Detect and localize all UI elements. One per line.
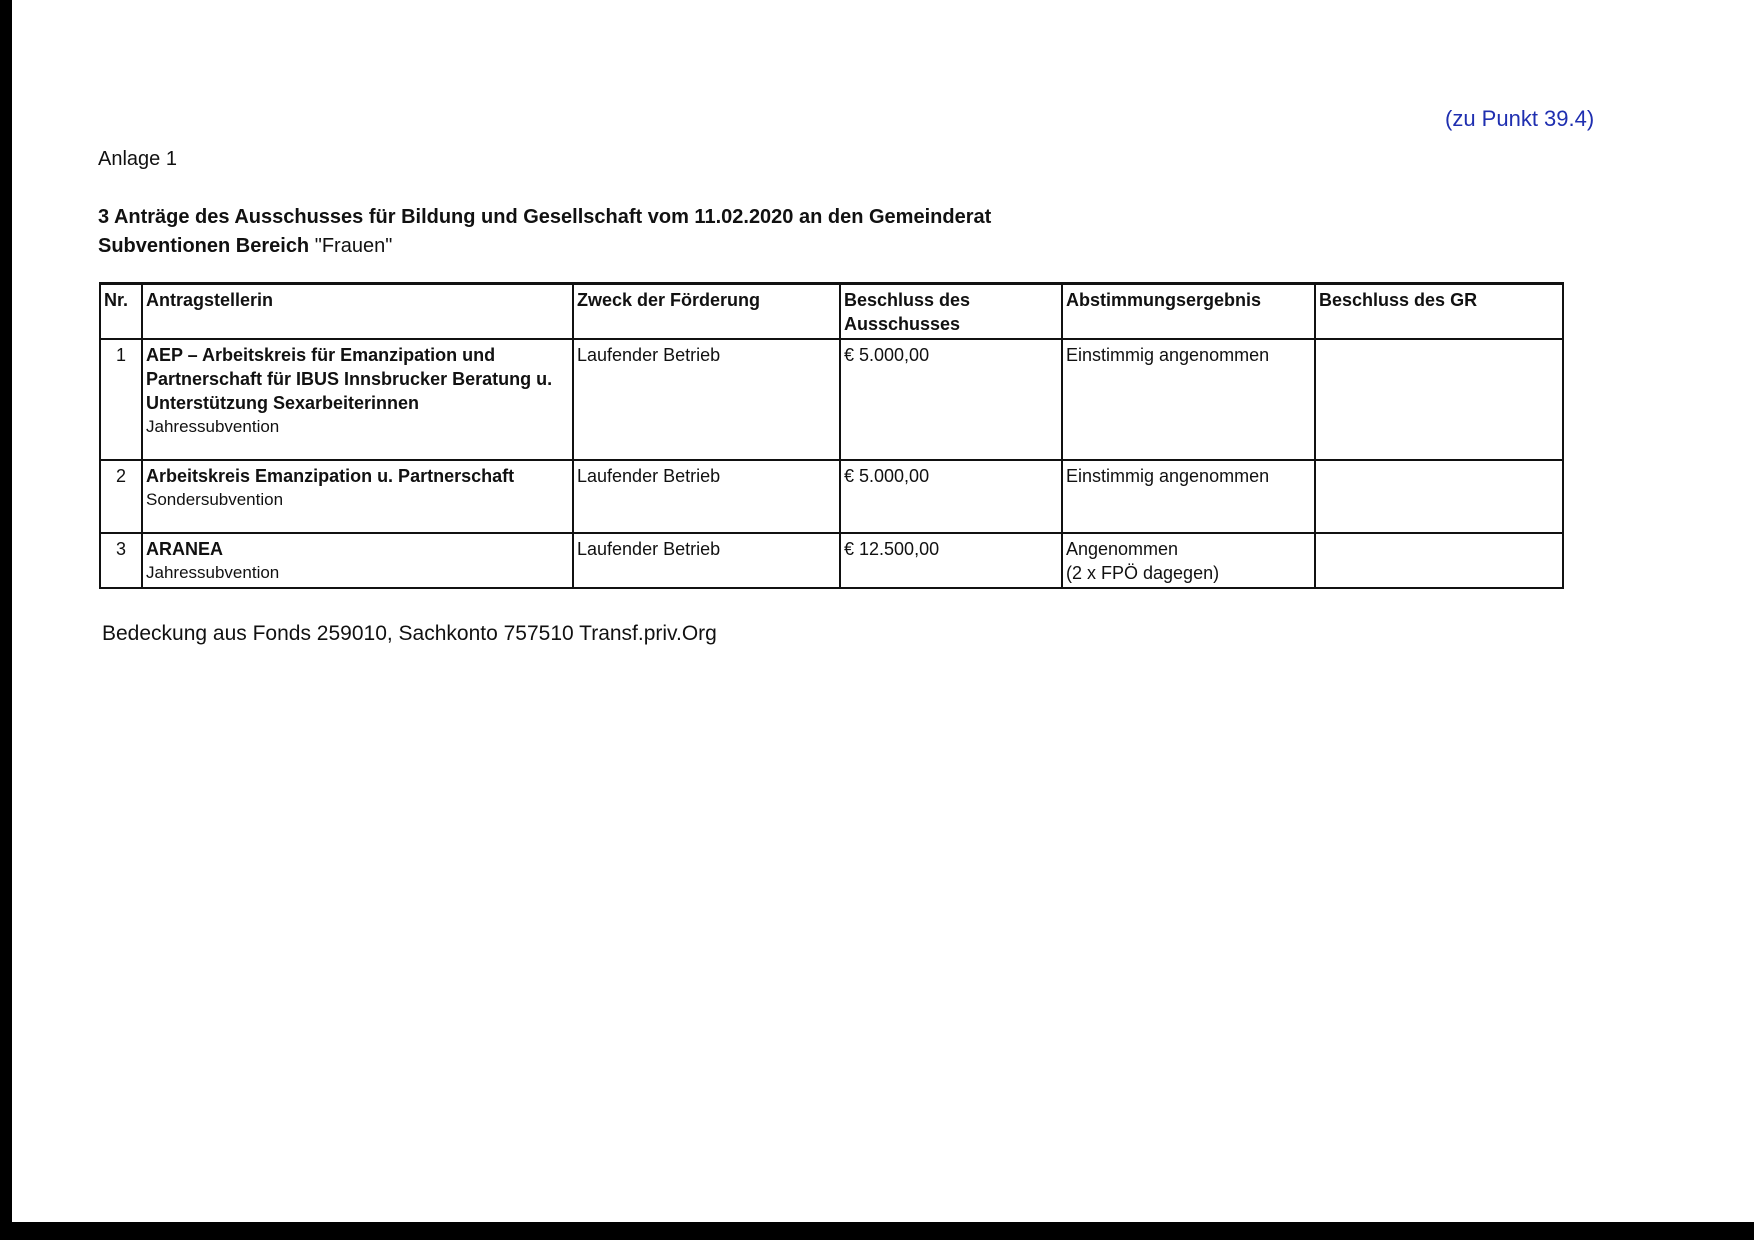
attachment-label: Anlage 1 bbox=[98, 148, 177, 170]
vote-result-line-2: (2 x FPÖ dagegen) bbox=[1066, 563, 1220, 583]
cell-amount: € 5.000,00 bbox=[840, 339, 1062, 460]
cell-vote-result bbox=[1062, 460, 1315, 533]
table-row bbox=[100, 339, 1563, 460]
table-header-row bbox=[100, 284, 1563, 340]
cell-nr: 3 bbox=[100, 533, 142, 588]
applicant-type: Jahressubvention bbox=[146, 417, 280, 436]
funding-coverage-note: Bedeckung aus Fonds 259010, Sachkonto 757510 Transf.priv.Org bbox=[102, 622, 717, 645]
subsidy-table bbox=[99, 282, 1564, 589]
document-page bbox=[12, 0, 1754, 1222]
vote-result-line-1: Angenommen bbox=[1066, 539, 1179, 559]
applicant-type: Jahressubvention bbox=[146, 563, 280, 582]
cell-purpose: Laufender Betrieb bbox=[573, 339, 840, 460]
cell-vote-result bbox=[1062, 339, 1315, 460]
cell-gr-decision bbox=[1315, 339, 1563, 460]
cell-nr: 1 bbox=[100, 339, 142, 460]
applicant-name: ARANEA bbox=[146, 539, 224, 559]
applicant-name: Arbeitskreis Emanzipation u. Partnerschaft bbox=[146, 466, 515, 486]
title-line-2-bold: Subventionen Bereich bbox=[98, 235, 315, 257]
header-applicant: Antragstellerin bbox=[142, 284, 573, 340]
cell-nr: 2 bbox=[100, 460, 142, 533]
header-nr: Nr. bbox=[100, 284, 142, 340]
reference-note: (zu Punkt 39.4) bbox=[1445, 106, 1595, 131]
cell-gr-decision bbox=[1315, 460, 1563, 533]
header-committee-decision: Beschluss des Ausschusses bbox=[840, 284, 1062, 340]
cell-amount: € 12.500,00 bbox=[840, 533, 1062, 588]
title-line-1: 3 Anträge des Ausschusses für Bildung und Gesellschaft vom 11.02.2020 an den Gemeinderat bbox=[98, 206, 992, 228]
applicant-type: Sondersubvention bbox=[146, 490, 284, 509]
cell-applicant bbox=[142, 533, 573, 588]
cell-applicant bbox=[142, 339, 573, 460]
cell-purpose: Laufender Betrieb bbox=[573, 533, 840, 588]
applicant-name: AEP – Arbeitskreis für Emanzipation und Partnerschaft für IBUS Innsbrucker Beratung u. Unterstützung Sexarbeiterinnen bbox=[146, 345, 553, 413]
document-title bbox=[98, 203, 991, 261]
table-row bbox=[100, 533, 1563, 588]
cell-gr-decision bbox=[1315, 533, 1563, 588]
title-line-2 bbox=[98, 232, 991, 261]
cell-amount: € 5.000,00 bbox=[840, 460, 1062, 533]
vote-result-line-1: Einstimmig angenommen bbox=[1066, 345, 1270, 365]
header-gr-decision: Beschluss des GR bbox=[1315, 284, 1563, 340]
header-vote-result: Abstimmungsergebnis bbox=[1062, 284, 1315, 340]
cell-vote-result bbox=[1062, 533, 1315, 588]
table-row bbox=[100, 460, 1563, 533]
title-line-2-category: "Frauen" bbox=[314, 235, 393, 257]
cell-applicant bbox=[142, 460, 573, 533]
vote-result-line-1: Einstimmig angenommen bbox=[1066, 466, 1270, 486]
cell-purpose: Laufender Betrieb bbox=[573, 460, 840, 533]
header-purpose: Zweck der Förderung bbox=[573, 284, 840, 340]
